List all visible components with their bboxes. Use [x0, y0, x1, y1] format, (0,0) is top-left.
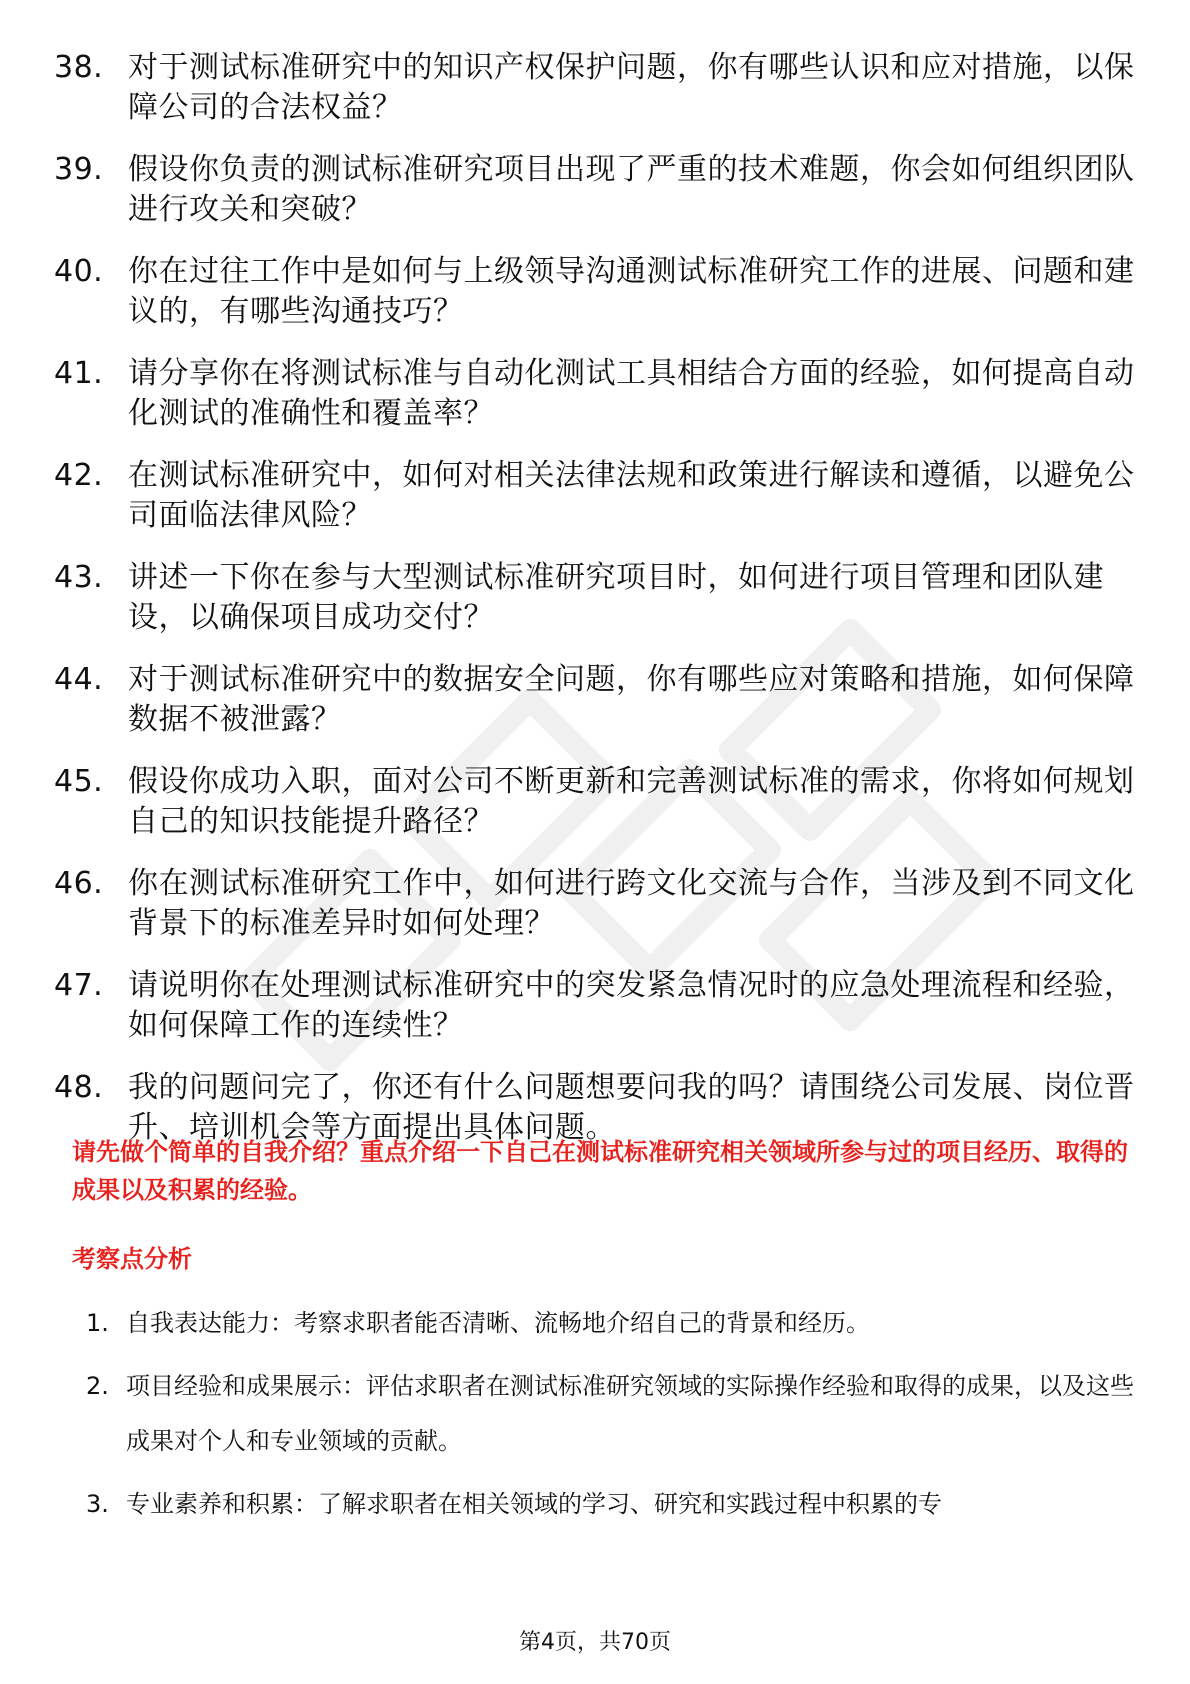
question-number: 45.: [54, 764, 104, 799]
analysis-number: 1.: [86, 1309, 109, 1337]
question-text: 请分享你在将测试标准与自动化测试工具相结合方面的经验，如何提高自动化测试的准确性和覆盖率？: [128, 356, 1135, 431]
question-number: 46.: [54, 866, 104, 901]
question-item: [54, 660, 1144, 740]
question-number: 47.: [54, 968, 104, 1003]
analysis-title: 考察点分析: [72, 1245, 192, 1273]
question-item: [54, 48, 1144, 128]
question-text: 在测试标准研究中，如何对相关法律法规和政策进行解读和遵循，以避免公司面临法律风险？: [128, 458, 1135, 533]
analysis-text: 自我表达能力：考察求职者能否清晰、流畅地介绍自己的背景和经历。: [126, 1309, 870, 1337]
question-number: 39.: [54, 152, 104, 187]
question-item: [54, 558, 1144, 638]
analysis-text: 项目经验和成果展示：评估求职者在测试标准研究领域的实际操作经验和取得的成果，以及这些成果对个人和专业领域的贡献。: [126, 1372, 1134, 1455]
analysis-item: [86, 1296, 1136, 1351]
highlight-question: 请先做个简单的自我介绍？重点介绍一下自己在测试标准研究相关领域所参与过的项目经历、取得的成果以及积累的经验。: [72, 1138, 1128, 1204]
question-number: 48.: [54, 1070, 104, 1105]
question-text: 讲述一下你在参与大型测试标准研究项目时，如何进行项目管理和团队建设，以确保项目成功交付？: [128, 560, 1104, 635]
question-number: 43.: [54, 560, 104, 595]
question-number: 38.: [54, 50, 104, 85]
question-number: 40.: [54, 254, 104, 289]
analysis-number: 2.: [86, 1372, 109, 1400]
question-text: 你在测试标准研究工作中，如何进行跨文化交流与合作，当涉及到不同文化背景下的标准差异时如何处理？: [128, 866, 1135, 941]
question-text: 请说明你在处理测试标准研究中的突发紧急情况时的应急处理流程和经验，如何保障工作的连续性？: [128, 968, 1135, 1043]
question-item: [54, 354, 1144, 434]
question-item: [54, 864, 1144, 944]
question-text: 假设你成功入职，面对公司不断更新和完善测试标准的需求，你将如何规划自己的知识技能提升路径？: [128, 764, 1135, 839]
analysis-list: [86, 1296, 1136, 1540]
analysis-text: 专业素养和积累：了解求职者在相关领域的学习、研究和实践过程中积累的专: [126, 1490, 942, 1518]
question-item: [54, 150, 1144, 230]
question-text: 对于测试标准研究中的数据安全问题，你有哪些应对策略和措施，如何保障数据不被泄露？: [128, 662, 1135, 737]
question-number: 42.: [54, 458, 104, 493]
question-item: [54, 966, 1144, 1046]
question-list: [54, 48, 1144, 1170]
question-item: [54, 252, 1144, 332]
analysis-number: 3.: [86, 1490, 109, 1518]
question-number: 44.: [54, 662, 104, 697]
question-item: [54, 456, 1144, 536]
analysis-item: [86, 1359, 1136, 1469]
question-text: 我的问题问完了，你还有什么问题想要问我的吗？请围绕公司发展、岗位晋升、培训机会等方面提出具体问题。: [128, 1070, 1135, 1145]
analysis-item: [86, 1477, 1136, 1532]
question-item: [54, 762, 1144, 842]
question-text: 对于测试标准研究中的知识产权保护问题，你有哪些认识和应对措施，以保障公司的合法权益？: [128, 50, 1135, 125]
question-text: 你在过往工作中是如何与上级领导沟通测试标准研究工作的进展、问题和建议的，有哪些沟通技巧？: [128, 254, 1135, 329]
question-text: 假设你负责的测试标准研究项目出现了严重的技术难题，你会如何组织团队进行攻关和突破？: [128, 152, 1135, 227]
page-footer: 第4页，共70页: [519, 1630, 671, 1655]
question-number: 41.: [54, 356, 104, 391]
